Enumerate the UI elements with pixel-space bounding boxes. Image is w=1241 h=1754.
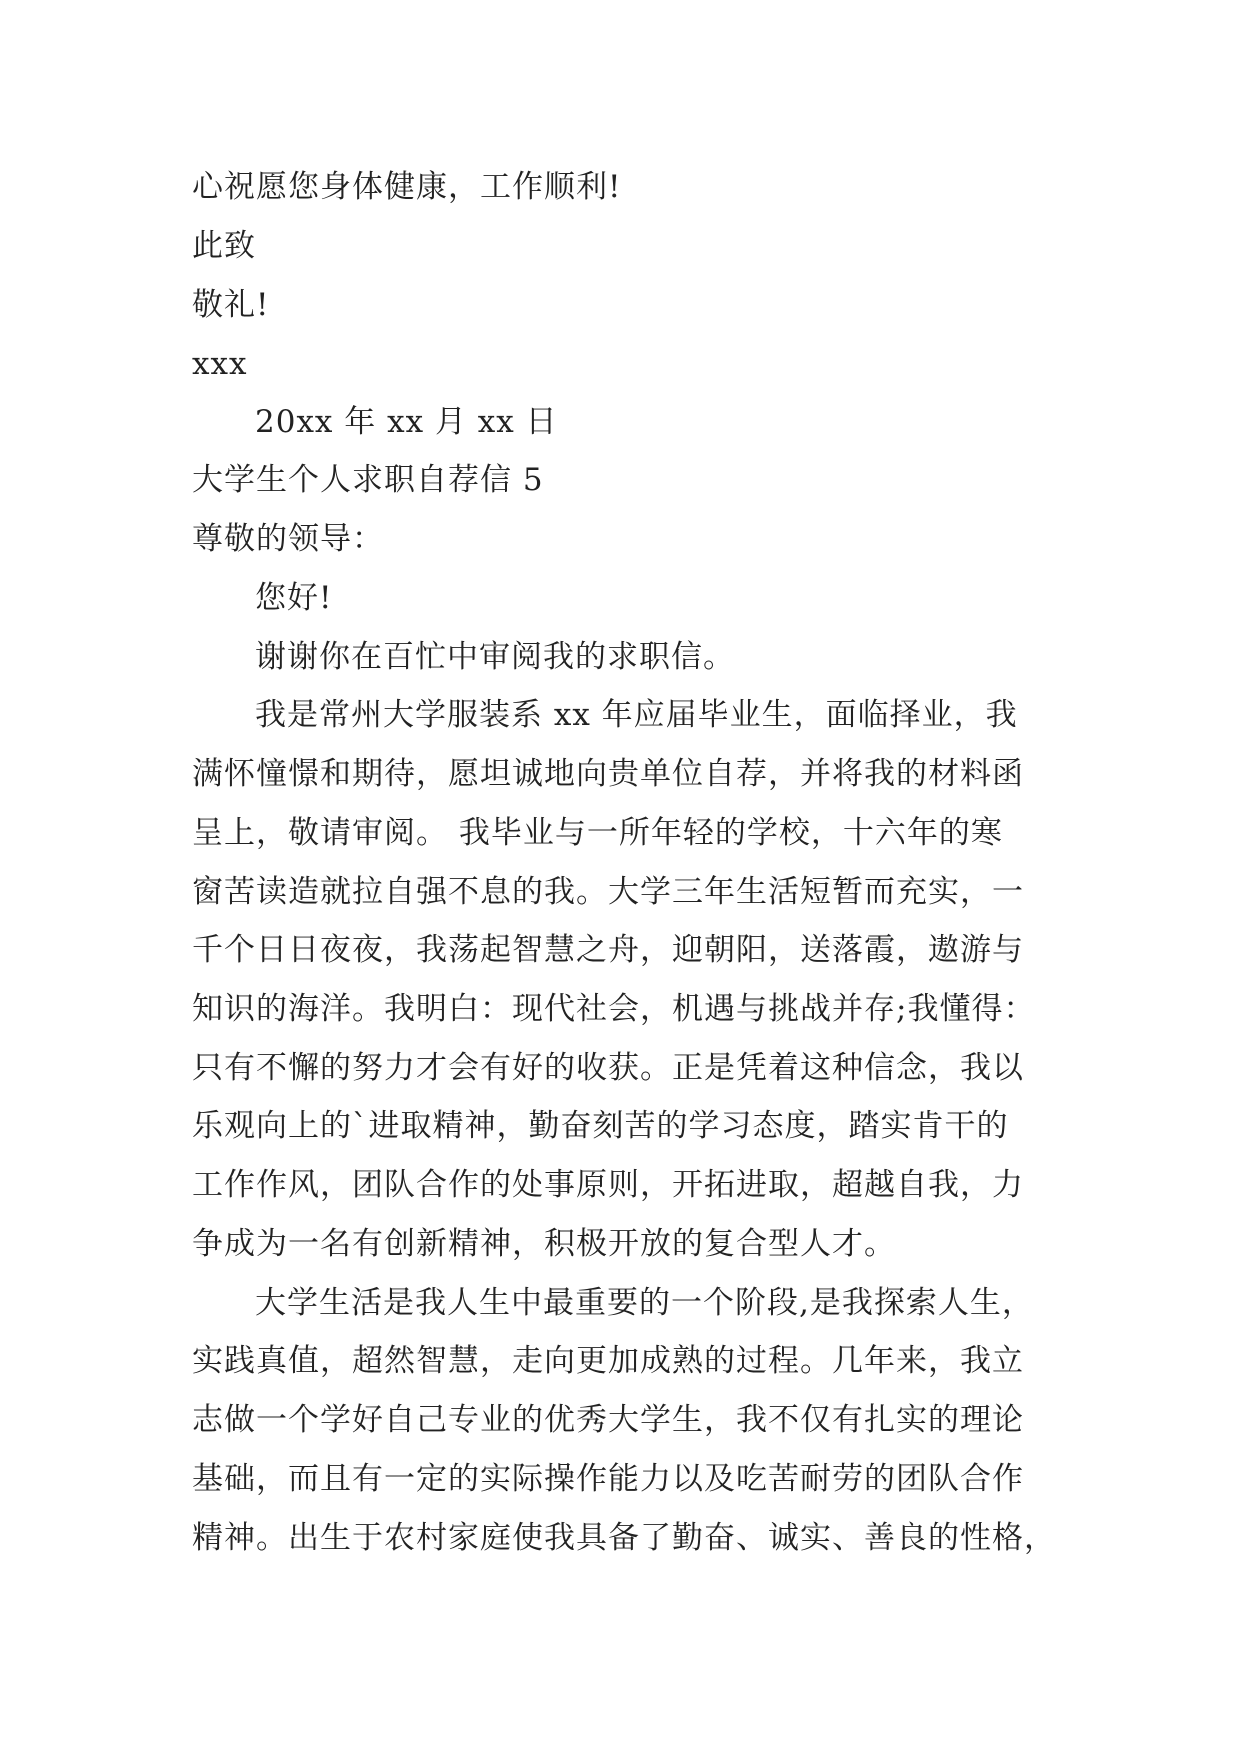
paragraph-line: 大学生活是我人生中最重要的一个阶段,是我探索人生， — [255, 1285, 1034, 1321]
paragraph-line: 精神。出生于农村家庭使我具备了勤奋、诚实、善良的性格， — [192, 1520, 1056, 1556]
paragraph-line: 志做一个学好自己专业的优秀大学生，我不仅有扎实的理论 — [192, 1402, 1024, 1438]
greeting: 您好! — [255, 580, 333, 616]
closing-wish: 心祝愿您身体健康，工作顺利! — [192, 169, 622, 205]
paragraph-line: 满怀憧憬和期待，愿坦诚地向贵单位自荐，并将我的材料函 — [192, 756, 1024, 792]
letter-date: 20xx 年 xx 月 xx 日 — [255, 404, 558, 440]
paragraph-line: 窗苦读造就拉自强不息的我。大学三年生活短暂而充实，一 — [192, 874, 1024, 910]
paragraph-line: 谢谢你在百忙中审阅我的求职信。 — [255, 639, 735, 675]
paragraph-line: 千个日日夜夜，我荡起智慧之舟，迎朝阳，送落霞，遨游与 — [192, 932, 1024, 968]
paragraph-line: 只有不懈的努力才会有好的收获。正是凭着这种信念，我以 — [192, 1050, 1024, 1086]
paragraph-line: 呈上，敬请审阅。 我毕业与一所年轻的学校，十六年的寒 — [192, 815, 1003, 851]
paragraph-line: 知识的海洋。我明白：现代社会，机遇与挑战并存;我懂得： — [192, 991, 1036, 1027]
paragraph-line: 工作作风，团队合作的处事原则，开拓进取，超越自我，力 — [192, 1167, 1024, 1203]
salutation: 尊敬的领导： — [192, 521, 384, 557]
closing-salute-2: 敬礼! — [192, 287, 270, 323]
section-title: 大学生个人求职自荐信 5 — [192, 462, 544, 498]
paragraph-line: 基础，而且有一定的实际操作能力以及吃苦耐劳的团队合作 — [192, 1461, 1024, 1497]
paragraph-line: 争成为一名有创新精神，积极开放的复合型人才。 — [192, 1226, 896, 1262]
paragraph-line: 我是常州大学服装系 xx 年应届毕业生，面临择业，我 — [255, 697, 1018, 733]
closing-salute-1: 此致 — [192, 228, 256, 264]
paragraph-line: 实践真值，超然智慧，走向更加成熟的过程。几年来，我立 — [192, 1343, 1024, 1379]
signature: xxx — [192, 346, 248, 382]
paragraph-line: 乐观向上的`进取精神，勤奋刻苦的学习态度，踏实肯干的 — [192, 1108, 1009, 1144]
